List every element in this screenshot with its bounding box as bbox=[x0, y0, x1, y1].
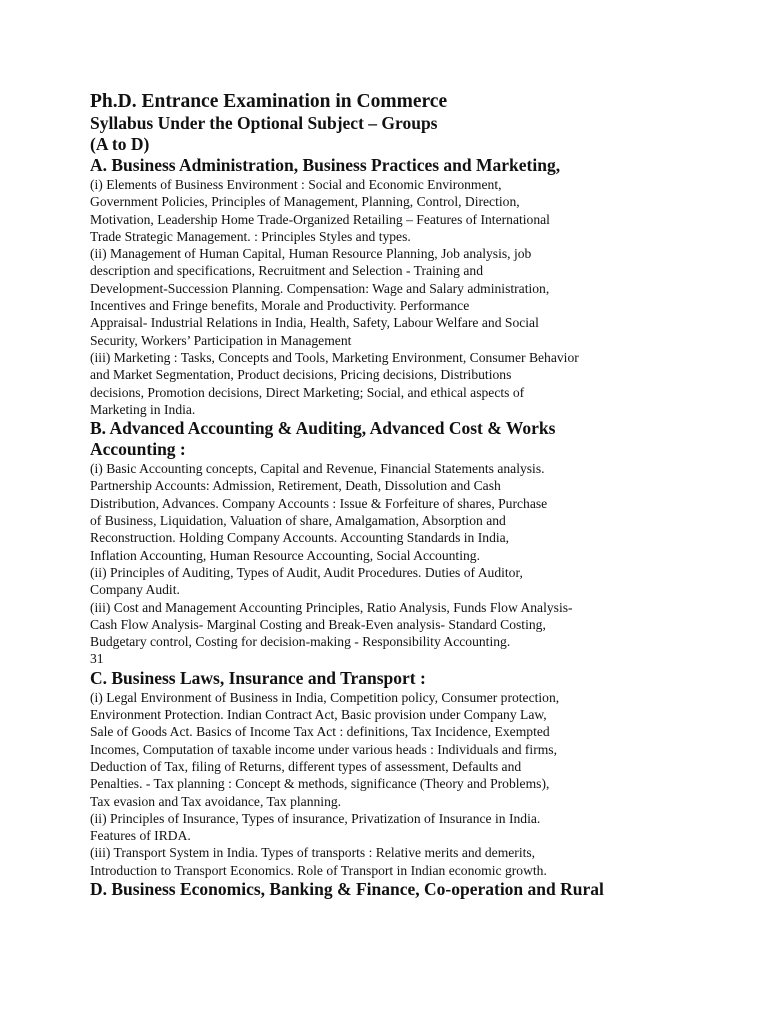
section-a-line: (i) Elements of Business Environment : Social and Economic Environment, bbox=[90, 177, 502, 192]
section-c-line: (i) Legal Environment of Business in India, Competition policy, Consumer protection, bbox=[90, 689, 560, 705]
section-c-line: Environment Protection. Indian Contract Act, Basic provision under Company Law, bbox=[90, 707, 547, 723]
section-a-line: Trade Strategic Management. : Principles Styles and types. bbox=[90, 228, 411, 244]
section-c-heading: C. Business Laws, Insurance and Transport : bbox=[90, 667, 426, 688]
section-c-text bbox=[90, 689, 650, 879]
section-c-line: Introduction to Transport Economics. Role of Transport in Indian economic growth. bbox=[90, 862, 547, 878]
section-b-heading: B. Advanced Accounting & Auditing, Advanced Cost & Works bbox=[90, 418, 556, 439]
section-a-line: decisions, Promotion decisions, Direct Marketing; Social, and ethical aspects of bbox=[90, 384, 525, 400]
section-b-line: of Business, Liquidation, Valuation of share, Amalgamation, Absorption and bbox=[90, 513, 506, 529]
section-b-line: Budgetary control, Costing for decision-making - Responsibility Accounting. bbox=[90, 634, 511, 650]
section-b-line: Reconstruction. Holding Company Accounts. Accounting Standards in India, bbox=[90, 530, 510, 546]
document-subtitle-line: (A to D) bbox=[90, 134, 150, 154]
section-c-line: Penalties. - Tax planning : Concept & methods, significance (Theory and Problems), bbox=[90, 776, 550, 792]
section-a-line: description and specifications, Recruitment and Selection - Training and bbox=[90, 263, 483, 279]
section-c-line: Features of IRDA. bbox=[90, 828, 191, 844]
page-number: 31 bbox=[90, 651, 104, 667]
section-a-line: Motivation, Leadership Home Trade-Organized Retailing – Features of International bbox=[90, 211, 550, 227]
document-title: Ph.D. Entrance Examination in Commerce bbox=[90, 91, 448, 112]
section-a-line: Security, Workers’ Participation in Management bbox=[90, 332, 352, 348]
section-b-line: Cash Flow Analysis- Marginal Costing and Break-Even analysis- Standard Costing, bbox=[90, 616, 546, 632]
section-a-line: Appraisal- Industrial Relations in India, Health, Safety, Labour Welfare and Social bbox=[90, 315, 539, 331]
section-b-line: Partnership Accounts: Admission, Retirement, Death, Dissolution and Cash bbox=[90, 478, 501, 494]
section-c-line: Sale of Goods Act. Basics of Income Tax Act : definitions, Tax Incidence, Exempted bbox=[90, 724, 550, 740]
document-body bbox=[90, 90, 650, 900]
section-b-line: (ii) Principles of Auditing, Types of Audit, Audit Procedures. Duties of Auditor, bbox=[90, 564, 523, 580]
document-subtitle-line: Syllabus Under the Optional Subject – Groups bbox=[90, 113, 438, 133]
section-a-line: (iii) Marketing : Tasks, Concepts and Tools, Marketing Environment, Consumer Behavior bbox=[90, 349, 579, 365]
section-a-line: Government Policies, Principles of Management, Planning, Control, Direction, bbox=[90, 194, 520, 210]
section-c-line: (iii) Transport System in India. Types of transports : Relative merits and demerits, bbox=[90, 845, 536, 861]
section-b-line: Distribution, Advances. Company Accounts : Issue & Forfeiture of shares, Purchase bbox=[90, 495, 548, 511]
section-c-line: (ii) Principles of Insurance, Types of insurance, Privatization of Insurance in India. bbox=[90, 810, 541, 826]
section-d-heading: D. Business Economics, Banking & Finance, Co-operation and Rural bbox=[90, 878, 604, 899]
section-a-line: Incentives and Fringe benefits, Morale and Productivity. Performance bbox=[90, 298, 470, 314]
section-b-text bbox=[90, 460, 650, 650]
section-c-line: Deduction of Tax, filing of Returns, different types of assessment, Defaults and bbox=[90, 758, 522, 774]
section-a-line: Development-Succession Planning. Compensation: Wage and Salary administration, bbox=[90, 280, 550, 296]
section-b-line: Company Audit. bbox=[90, 582, 180, 598]
section-a-line: and Market Segmentation, Product decisions, Pricing decisions, Distributions bbox=[90, 367, 512, 383]
section-a-line: Marketing in India. bbox=[90, 401, 196, 417]
section-c-line: Tax evasion and Tax avoidance, Tax planning. bbox=[90, 793, 342, 809]
section-a-heading: A. Business Administration, Business Practices and Marketing, bbox=[90, 155, 561, 175]
section-b-heading: Accounting : bbox=[90, 439, 186, 460]
section-b-line: (i) Basic Accounting concepts, Capital and Revenue, Financial Statements analysis. bbox=[90, 461, 545, 477]
section-a-line: (ii) Management of Human Capital, Human Resource Planning, Job analysis, job bbox=[90, 246, 532, 262]
section-b-line: Inflation Accounting, Human Resource Accounting, Social Accounting. bbox=[90, 547, 480, 563]
section-c-line: Incomes, Computation of taxable income under various heads : Individuals and firms, bbox=[90, 741, 557, 757]
section-b-line: (iii) Cost and Management Accounting Principles, Ratio Analysis, Funds Flow Analysis- bbox=[90, 599, 573, 615]
section-a-text bbox=[90, 176, 650, 418]
